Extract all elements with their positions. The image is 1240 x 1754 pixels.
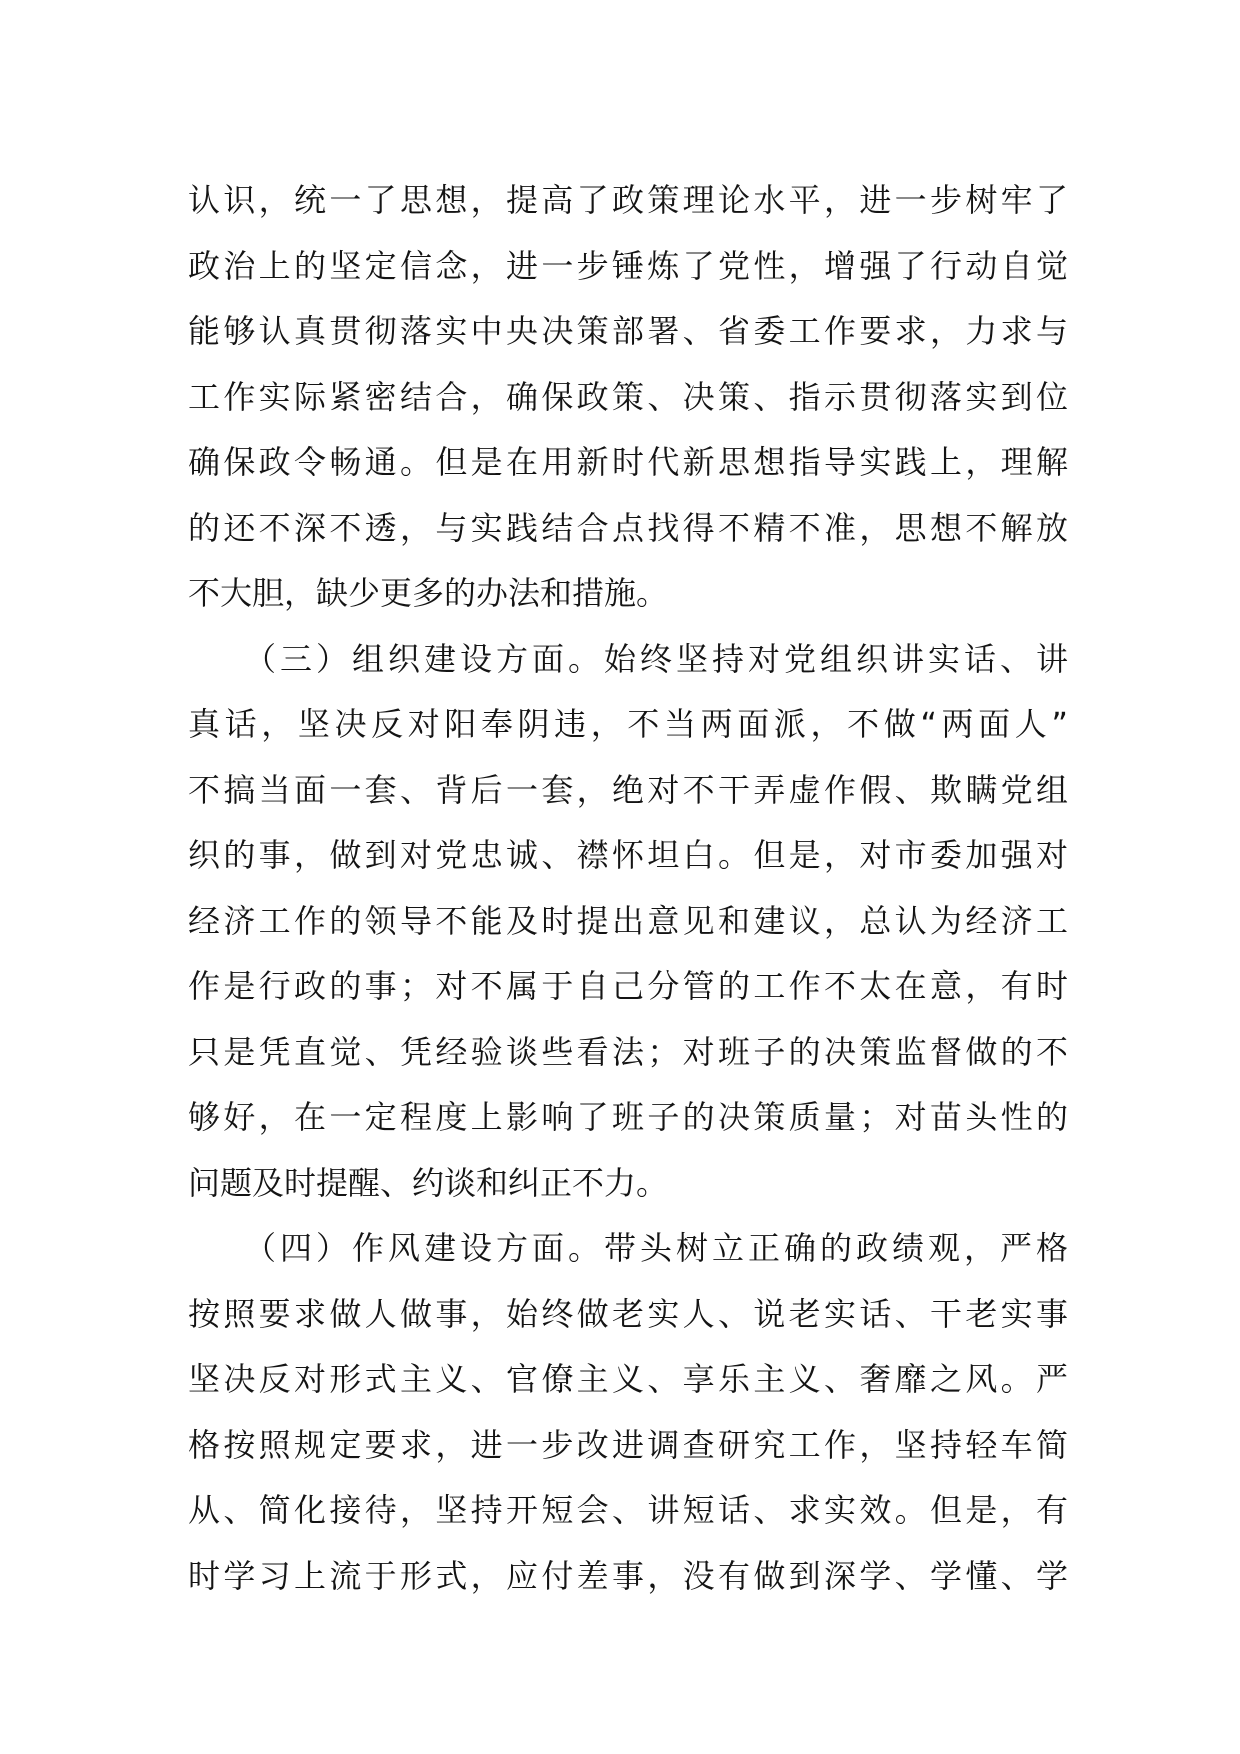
text-line: 工作实际紧密结合，确保政策、决策、指示贯彻落实到位 bbox=[188, 377, 1068, 416]
text-line: 政治上的坚定信念，进一步锤炼了党性，增强了行动自觉 bbox=[188, 246, 1068, 285]
text-line: 够好，在一定程度上影响了班子的决策质量；对苗头性的 bbox=[188, 1098, 1068, 1136]
text-line: 能够认真贯彻落实中央决策部署、省委工作要求，力求与 bbox=[188, 312, 1068, 350]
text-line: 问题及时提醒、约谈和纠正不力。 bbox=[188, 1163, 669, 1202]
text-line: 时学习上流于形式，应付差事，没有做到深学、学懂、学 bbox=[188, 1556, 1068, 1595]
text-line: 格按照规定要求，进一步改进调查研究工作，坚持轻车简 bbox=[188, 1425, 1068, 1464]
text-line: 从、简化接待，坚持开短会、讲短话、求实效。但是，有 bbox=[188, 1491, 1068, 1529]
text-line: （三）组织建设方面。始终坚持对党组织讲实话、讲 bbox=[188, 639, 1068, 678]
text-line: 坚决反对形式主义、官僚主义、享乐主义、奢靡之风。严 bbox=[188, 1360, 1068, 1398]
text-line: 确保政令畅通。但是在用新时代新思想指导实践上，理解 bbox=[188, 443, 1068, 481]
text-line: 的还不深不透，与实践结合点找得不精不准，思想不解放 bbox=[188, 508, 1068, 547]
text-line: 不搞当面一套、背后一套，绝对不干弄虚作假、欺瞒党组 bbox=[188, 770, 1068, 809]
text-line: （四）作风建设方面。带头树立正确的政绩观，严格 bbox=[188, 1229, 1068, 1267]
text-line: 按照要求做人做事，始终做老实人、说老实话、干老实事 bbox=[188, 1294, 1068, 1333]
text-line: 经济工作的领导不能及时提出意见和建议，总认为经济工 bbox=[188, 901, 1068, 940]
text-line: 作是行政的事；对不属于自己分管的工作不太在意，有时 bbox=[188, 967, 1068, 1005]
body-text bbox=[188, 168, 1068, 1609]
text-line: 真话，坚决反对阳奉阴违，不当两面派，不做“两面人” bbox=[188, 705, 1068, 743]
text-line: 不大胆，缺少更多的办法和措施。 bbox=[188, 574, 669, 612]
text-line: 只是凭直觉、凭经验谈些看法；对班子的决策监督做的不 bbox=[188, 1032, 1068, 1071]
text-line: 认识，统一了思想，提高了政策理论水平，进一步树牢了 bbox=[188, 181, 1068, 219]
text-line: 织的事，做到对党忠诚、襟怀坦白。但是，对市委加强对 bbox=[188, 836, 1068, 874]
